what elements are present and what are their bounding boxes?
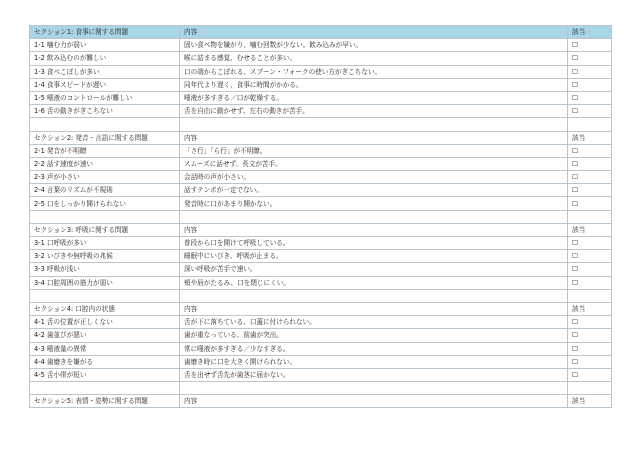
item-label: 1-2 飲み込むのが難しい (30, 52, 180, 65)
item-label: 2-2 話す速度が速い (30, 157, 180, 170)
table-row (30, 329, 612, 342)
applicable-checkbox[interactable]: ☐ (568, 171, 612, 184)
applicable-checkbox[interactable]: ☐ (568, 39, 612, 52)
spacer-row (30, 210, 612, 223)
item-description: 会話時の声が小さい。 (180, 171, 568, 184)
table-row (30, 250, 612, 263)
table-row (30, 237, 612, 250)
item-description: 唾液が多すぎる／口が乾燥する。 (180, 91, 568, 104)
spacer-cell (30, 118, 180, 131)
applicable-checkbox[interactable]: ☐ (568, 91, 612, 104)
item-label: 2-4 言葉のリズムが不規則 (30, 184, 180, 197)
applicable-checkbox[interactable]: ☐ (568, 157, 612, 170)
item-description: 口の端からこぼれる、スプーン・フォークの使い方がぎこちない。 (180, 65, 568, 78)
item-label: 3-2 いびきや無呼吸の兆候 (30, 250, 180, 263)
item-description: 睡眠中にいびき、呼吸が止まる。 (180, 250, 568, 263)
item-description: 常に唾液が多すぎる／少なすぎる。 (180, 342, 568, 355)
section-title: セクション3: 呼吸に関する問題 (30, 223, 180, 236)
table-row (30, 184, 612, 197)
applicable-checkbox[interactable]: ☐ (568, 144, 612, 157)
checklist-table (29, 25, 612, 408)
applicable-checkbox[interactable]: ☐ (568, 368, 612, 381)
content-column-header: 内容 (180, 131, 568, 144)
table-row (30, 78, 612, 91)
spacer-row (30, 289, 612, 302)
spacer-row (30, 382, 612, 395)
applicable-column-header: 該当 (568, 131, 612, 144)
section-title: セクション4: 口腔内の状態 (30, 302, 180, 315)
applicable-checkbox[interactable]: ☐ (568, 105, 612, 118)
item-description: 同年代より遅く、食事に時間がかかる。 (180, 78, 568, 91)
table-row (30, 52, 612, 65)
item-label: 4-3 唾液量の異常 (30, 342, 180, 355)
spacer-cell (568, 210, 612, 223)
applicable-checkbox[interactable]: ☐ (568, 184, 612, 197)
applicable-column-header: 該当 (568, 26, 612, 39)
spacer-cell (180, 382, 568, 395)
item-label: 1-4 食事スピードが遅い (30, 78, 180, 91)
item-description: 話すテンポが一定でない。 (180, 184, 568, 197)
item-label: 3-4 口腔周囲の筋力が弱い (30, 276, 180, 289)
applicable-checkbox[interactable]: ☐ (568, 342, 612, 355)
applicable-checkbox[interactable]: ☐ (568, 316, 612, 329)
item-label: 4-5 舌小帯が短い (30, 368, 180, 381)
item-label: 2-1 発音が不明瞭 (30, 144, 180, 157)
item-label: 2-5 口をしっかり開けられない (30, 197, 180, 210)
checklist-body (30, 26, 612, 408)
table-row (30, 91, 612, 104)
section-header-row (30, 395, 612, 408)
content-column-header: 内容 (180, 223, 568, 236)
section-header-row (30, 131, 612, 144)
spacer-cell (30, 382, 180, 395)
item-description: 喉に詰まる感覚、むせることが多い。 (180, 52, 568, 65)
item-description: 発音時に口があまり開かない。 (180, 197, 568, 210)
item-label: 1-5 唾液のコントロールが難しい (30, 91, 180, 104)
item-label: 1-3 食べこぼしが多い (30, 65, 180, 78)
applicable-checkbox[interactable]: ☐ (568, 250, 612, 263)
item-description: 固い食べ物を嫌がり、噛む回数が少ない。飲み込みが早い。 (180, 39, 568, 52)
table-row (30, 157, 612, 170)
applicable-column-header: 該当 (568, 302, 612, 315)
spacer-cell (568, 382, 612, 395)
applicable-checkbox[interactable]: ☐ (568, 263, 612, 276)
table-row (30, 39, 612, 52)
applicable-checkbox[interactable]: ☐ (568, 65, 612, 78)
item-description: 舌を出せず舌先が歯茎に届かない。 (180, 368, 568, 381)
item-description: 歯磨き時に口を大きく開けられない。 (180, 355, 568, 368)
spacer-cell (180, 210, 568, 223)
table-row (30, 368, 612, 381)
applicable-checkbox[interactable]: ☐ (568, 52, 612, 65)
item-label: 4-1 舌の位置が正しくない (30, 316, 180, 329)
content-column-header: 内容 (180, 395, 568, 408)
spacer-row (30, 118, 612, 131)
table-row (30, 276, 612, 289)
table-row (30, 144, 612, 157)
spacer-cell (568, 289, 612, 302)
item-description: 頬や唇がたるみ、口を閉じにくい。 (180, 276, 568, 289)
content-column-header: 内容 (180, 302, 568, 315)
section-header-row (30, 223, 612, 236)
item-label: 1-6 舌の動きがぎこちない (30, 105, 180, 118)
item-label: 4-4 歯磨きを嫌がる (30, 355, 180, 368)
item-description: 深い呼吸が苦手で速い。 (180, 263, 568, 276)
table-row (30, 197, 612, 210)
spacer-cell (568, 118, 612, 131)
item-label: 3-1 口呼吸が多い (30, 237, 180, 250)
content-column-header: 内容 (180, 26, 568, 39)
table-row (30, 355, 612, 368)
applicable-checkbox[interactable]: ☐ (568, 78, 612, 91)
section-header-row (30, 26, 612, 39)
item-label: 4-2 歯並びが悪い (30, 329, 180, 342)
applicable-column-header: 該当 (568, 395, 612, 408)
item-label: 3-3 呼吸が浅い (30, 263, 180, 276)
table-row (30, 263, 612, 276)
applicable-column-header: 該当 (568, 223, 612, 236)
section-title: セクション1: 食事に関する問題 (30, 26, 180, 39)
section-title: セクション5: 表情・姿勢に関する問題 (30, 395, 180, 408)
item-description: 「さ行」「ら行」が不明瞭。 (180, 144, 568, 157)
table-row (30, 171, 612, 184)
table-row (30, 105, 612, 118)
table-row (30, 316, 612, 329)
applicable-checkbox[interactable]: ☐ (568, 237, 612, 250)
item-description: 歯が重なっている、前歯が突出。 (180, 329, 568, 342)
table-row (30, 342, 612, 355)
applicable-checkbox[interactable]: ☐ (568, 276, 612, 289)
spacer-cell (180, 118, 568, 131)
item-description: 普段から口を開けて呼吸している。 (180, 237, 568, 250)
item-description: 舌を自由に動かせず、左右の動きが苦手。 (180, 105, 568, 118)
item-label: 2-3 声が小さい (30, 171, 180, 184)
spacer-cell (30, 289, 180, 302)
item-label: 1-1 噛む力が弱い (30, 39, 180, 52)
item-description: スムーズに話せず、長文が苦手。 (180, 157, 568, 170)
applicable-checkbox[interactable]: ☐ (568, 329, 612, 342)
item-description: 舌が下に落ちている、口蓋に付けられない。 (180, 316, 568, 329)
table-row (30, 65, 612, 78)
spacer-cell (30, 210, 180, 223)
section-title: セクション2: 発音・言語に関する問題 (30, 131, 180, 144)
applicable-checkbox[interactable]: ☐ (568, 197, 612, 210)
spacer-cell (180, 289, 568, 302)
section-header-row (30, 302, 612, 315)
applicable-checkbox[interactable]: ☐ (568, 355, 612, 368)
